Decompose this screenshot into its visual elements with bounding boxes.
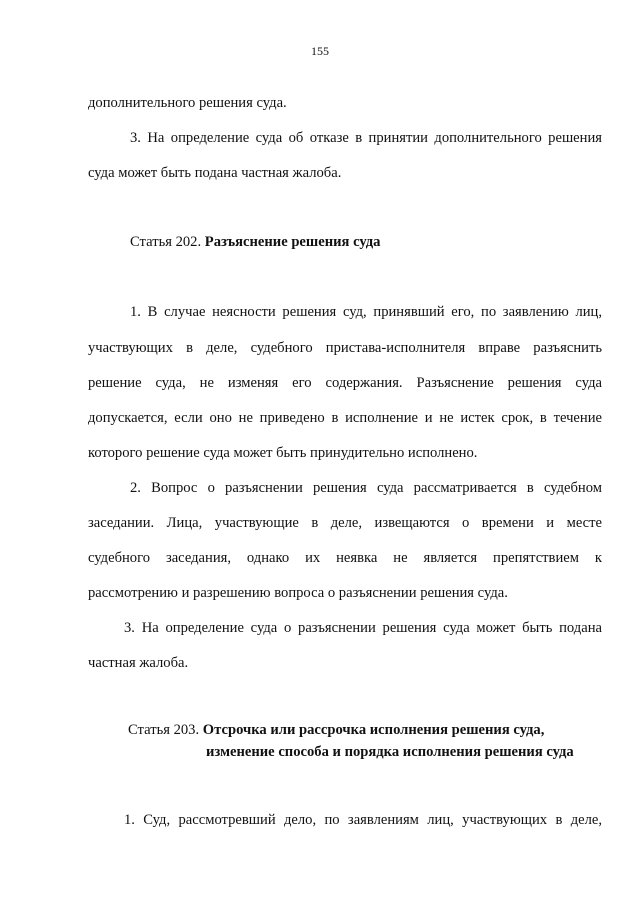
page-number: 155 (311, 44, 329, 58)
article-203-label: Статья 203. (128, 722, 203, 738)
article-202-p1-line: участвующих в деле, судебного пристава-исполнителя вправе разъяснить (88, 340, 602, 356)
article-203-p1-line: 1. Суд, рассмотревший дело, по заявлениям лиц, участвующих в деле, (124, 812, 602, 828)
article-202-p2-line: 2. Вопрос о разъяснении решения суда рассматривается в судебном (130, 480, 602, 496)
article-202-heading (130, 234, 380, 251)
article-202-label: Статья 202. (130, 234, 205, 250)
article-202-p1-line: допускается, если оно не приведено в исполнение и не истек срок, в течение (88, 410, 602, 426)
article-202-p1-line: которого решение суда может быть принудительно исполнено. (88, 445, 478, 461)
article-202-p2-line: заседании. Лица, участвующие в деле, извещаются о времени и месте (88, 515, 602, 531)
article-202-p2-line: судебного заседания, однако их неявка не является препятствием к (88, 550, 602, 566)
intro-paragraph-3-line-2: суда может быть подана частная жалоба. (88, 165, 342, 181)
article-202-p3-line: частная жалоба. (88, 655, 189, 671)
intro-text-line: дополнительного решения суда. (88, 95, 287, 111)
article-203-title-line-1: Отсрочка или рассрочка исполнения решения суда, (202, 722, 545, 738)
article-202-title: Разъяснение решения суда (204, 234, 381, 250)
intro-paragraph-3-line-1: 3. На определение суда об отказе в принятии дополнительного решения (130, 130, 602, 146)
article-202-p3-line: 3. На определение суда о разъяснении решения суда может быть подана (124, 620, 602, 636)
article-202-p2-line: рассмотрению и разрешению вопроса о разъяснении решения суда. (88, 585, 508, 601)
article-203-heading (128, 722, 544, 739)
article-203-title-line-2: изменение способа и порядка исполнения решения суда (206, 744, 574, 760)
article-202-p1-line: решение суда, не изменяя его содержания. Разъяснение решения суда (88, 375, 602, 391)
article-202-p1-line: 1. В случае неясности решения суд, принявший его, по заявлению лиц, (130, 304, 602, 320)
